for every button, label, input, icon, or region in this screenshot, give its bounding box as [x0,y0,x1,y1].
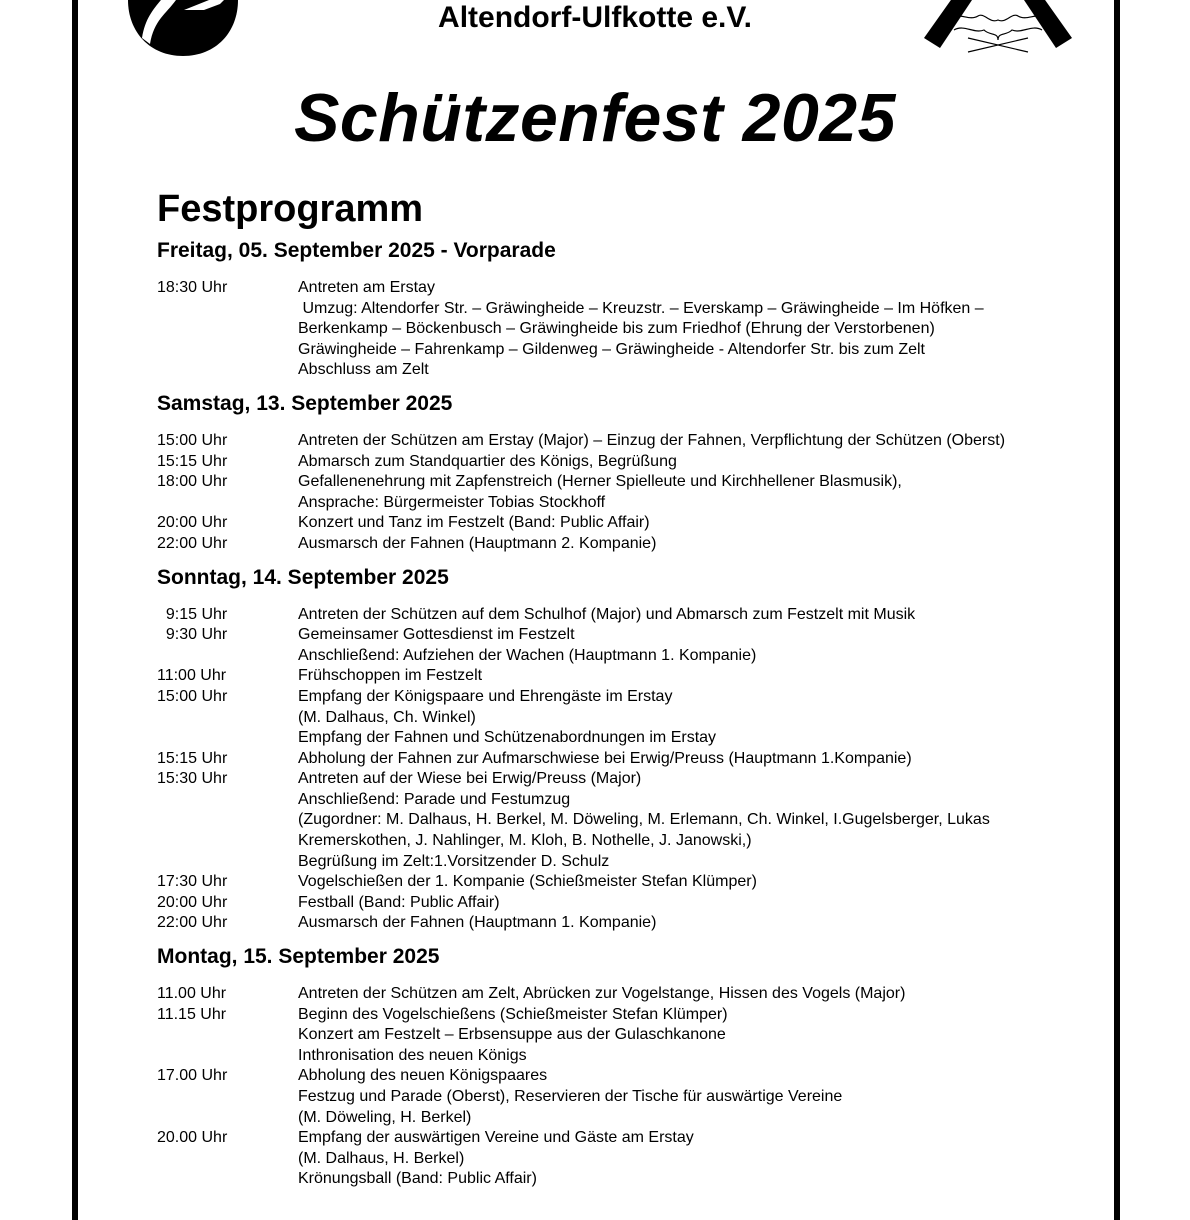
entry-time: 15:15 Uhr [157,452,228,470]
schedule-entry [157,913,1107,934]
page-title: Schützenfest 2025 [294,80,896,156]
entry-description [298,893,1107,914]
entry-time: 11.15 Uhr [157,1005,227,1023]
description-line: Abmarsch zum Standquartier des Königs, Begrüßung [298,452,677,470]
day-heading: Sonntag, 14. September 2025 [157,565,449,589]
description-line: Ausmarsch der Fahnen (Hauptmann 1. Kompanie) [298,914,657,932]
entry-time: 20:00 Uhr [157,514,228,532]
day-heading: Montag, 15. September 2025 [157,945,440,969]
description-line: (M. Dalhaus, Ch. Winkel) [298,708,476,726]
description-line: Antreten der Schützen am Zelt, Abrücken zur Vogelstange, Hissen des Vogels (Major) [298,985,906,1003]
description-line: Kremerskothen, J. Nahlinger, M. Kloh, B. Nothelle, J. Janowski,) [298,832,752,850]
entry-description [298,687,1107,749]
description-line: Inthronisation des neuen Königs [298,1046,527,1064]
entry-time: 22:00 Uhr [157,534,228,552]
program-heading: Festprogramm [157,188,424,230]
entry-description [298,749,1107,770]
description-line: Abholung der Fahnen zur Aufmarschwiese bei Erwig/Preuss (Hauptmann 1.Kompanie) [298,749,912,767]
entry-description [298,872,1107,893]
entry-description [298,1005,1107,1067]
entry-time: 11.00 Uhr [157,985,227,1003]
description-line: Konzert am Festzelt – Erbsensuppe aus der Gulaschkanone [298,1026,726,1044]
description-line: Vogelschießen der 1. Kompanie (Schießmeister Stefan Klümper) [298,873,757,891]
description-line: Antreten der Schützen am Erstay (Major) – Einzug der Fahnen, Verpflichtung der Schützen (Oberst) [298,431,1006,449]
schedule-entry [157,278,1107,381]
schedule-entry [157,605,1107,626]
schedule-entry [157,1066,1107,1128]
entry-description [298,534,1107,555]
entry-description [298,1066,1107,1128]
schedule-entry [157,431,1107,452]
description-line: Festzug und Parade (Oberst), Reservieren der Tische für auswärtige Vereine [298,1088,843,1105]
entry-description [298,513,1107,534]
description-line: Empfang der auswärtigen Vereine und Gäste am Erstay [298,1129,694,1147]
description-line: Antreten der Schützen auf dem Schulhof (Major) und Abmarsch zum Festzelt mit Musik [298,605,916,623]
entry-description [298,666,1107,687]
description-line: Umzug: Altendorfer Str. – Gräwingheide – Kreuzstr. – Everskamp – Gräwingheide – Im Höfken – [298,299,984,317]
description-line: Konzert und Tanz im Festzelt (Band: Public Affair) [298,514,650,532]
entry-time: 9:30 Uhr [157,626,228,644]
description-line: Empfang der Königspaare und Ehrengäste im Erstay [298,687,673,705]
description-line: Gefallenenehrung mit Zapfenstreich (Herner Spielleute und Kirchhellener Blasmusik), [298,473,902,491]
description-line: Empfang der Fahnen und Schützenabordnungen im Erstay [298,729,717,747]
entry-description [298,984,1107,1005]
day-heading: Freitag, 05. September 2025 - Vorparade [157,239,556,262]
schedule-entry [157,984,1107,1005]
schedule-entry [157,872,1107,893]
entry-description [298,769,1107,872]
entry-time: 17:30 Uhr [157,873,228,891]
description-line: Anschließend: Parade und Festumzug [298,790,571,808]
description-line: Ausmarsch der Fahnen (Hauptmann 2. Kompanie) [298,534,657,552]
schedule-entry [157,452,1107,473]
schedule-entry [157,666,1107,687]
entry-time: 18:30 Uhr [157,279,228,296]
description-line: Frühschoppen im Festzelt [298,667,483,685]
entry-description [298,452,1107,473]
schedule-entry [157,472,1107,513]
entry-time: 22:00 Uhr [157,914,228,932]
description-line: (M. Döweling, H. Berkel) [298,1108,472,1126]
schedule-entry [157,625,1107,666]
club-name: Altendorf-Ulfkotte e.V. [438,1,752,34]
entry-time: 18:00 Uhr [157,473,228,491]
entry-description [298,913,1107,934]
entry-time: 20.00 Uhr [157,1129,228,1147]
entry-time: 15:00 Uhr [157,431,228,449]
entry-description [298,278,1107,381]
description-line: (M. Dalhaus, H. Berkel) [298,1149,465,1167]
entry-description [298,431,1107,452]
entry-time: 20:00 Uhr [157,893,228,911]
schedule-list [157,431,1107,555]
schedule-entry [157,534,1107,555]
schedule-list [157,984,1107,1190]
schedule-entry [157,513,1107,534]
description-line: Anschließend: Aufziehen der Wachen (Hauptmann 1. Kompanie) [298,646,757,664]
schedule-entry [157,1005,1107,1067]
entry-time: 15:15 Uhr [157,749,228,767]
schedule-entry [157,893,1107,914]
program-days [157,238,1107,1190]
schedule-entry [157,687,1107,749]
description-line: Antreten am Erstay [298,279,435,296]
description-line: Festball (Band: Public Affair) [298,893,500,911]
entry-time: 9:15 Uhr [157,605,228,623]
description-line: Gräwingheide – Fahrenkamp – Gildenweg – Gräwingheide - Altendorfer Str. bis zum Zelt [298,340,925,358]
entry-time: 17.00 Uhr [157,1067,228,1085]
description-line: Begrüßung im Zelt:1.Vorsitzender D. Schulz [298,852,610,870]
schedule-list [157,278,1107,381]
entry-description [298,1128,1107,1190]
description-line: Berkenkamp – Böckenbusch – Gräwingheide bis zum Friedhof (Ehrung der Verstorbenen) [298,320,935,338]
entry-description [298,625,1107,666]
entry-description [298,605,1107,626]
entry-time: 11:00 Uhr [157,667,227,685]
schedule-entry [157,749,1107,770]
day-heading: Samstag, 13. September 2025 [157,391,453,415]
description-line: Abholung des neuen Königspaares [298,1067,548,1085]
description-line: Abschluss am Zelt [298,361,429,379]
description-line: Beginn des Vogelschießens (Schießmeister Stefan Klümper) [298,1005,728,1023]
description-line: Krönungsball (Band: Public Affair) [298,1170,537,1188]
entry-description [298,472,1107,513]
schedule-entry [157,769,1107,872]
entry-time: 15:30 Uhr [157,770,228,788]
schedule-list [157,605,1107,935]
entry-time: 15:00 Uhr [157,687,228,705]
description-line: Antreten auf der Wiese bei Erwig/Preuss (Major) [298,770,642,788]
description-line: Gemeinsamer Gottesdienst im Festzelt [298,626,575,644]
festival-program [157,186,1107,1200]
description-line: Ansprache: Bürgermeister Tobias Stockhoff [298,493,606,511]
description-line: (Zugordner: M. Dalhaus, H. Berkel, M. Döweling, M. Erlemann, Ch. Winkel, I.Gugelsberger, Lukas [298,811,990,829]
schedule-entry [157,1128,1107,1190]
